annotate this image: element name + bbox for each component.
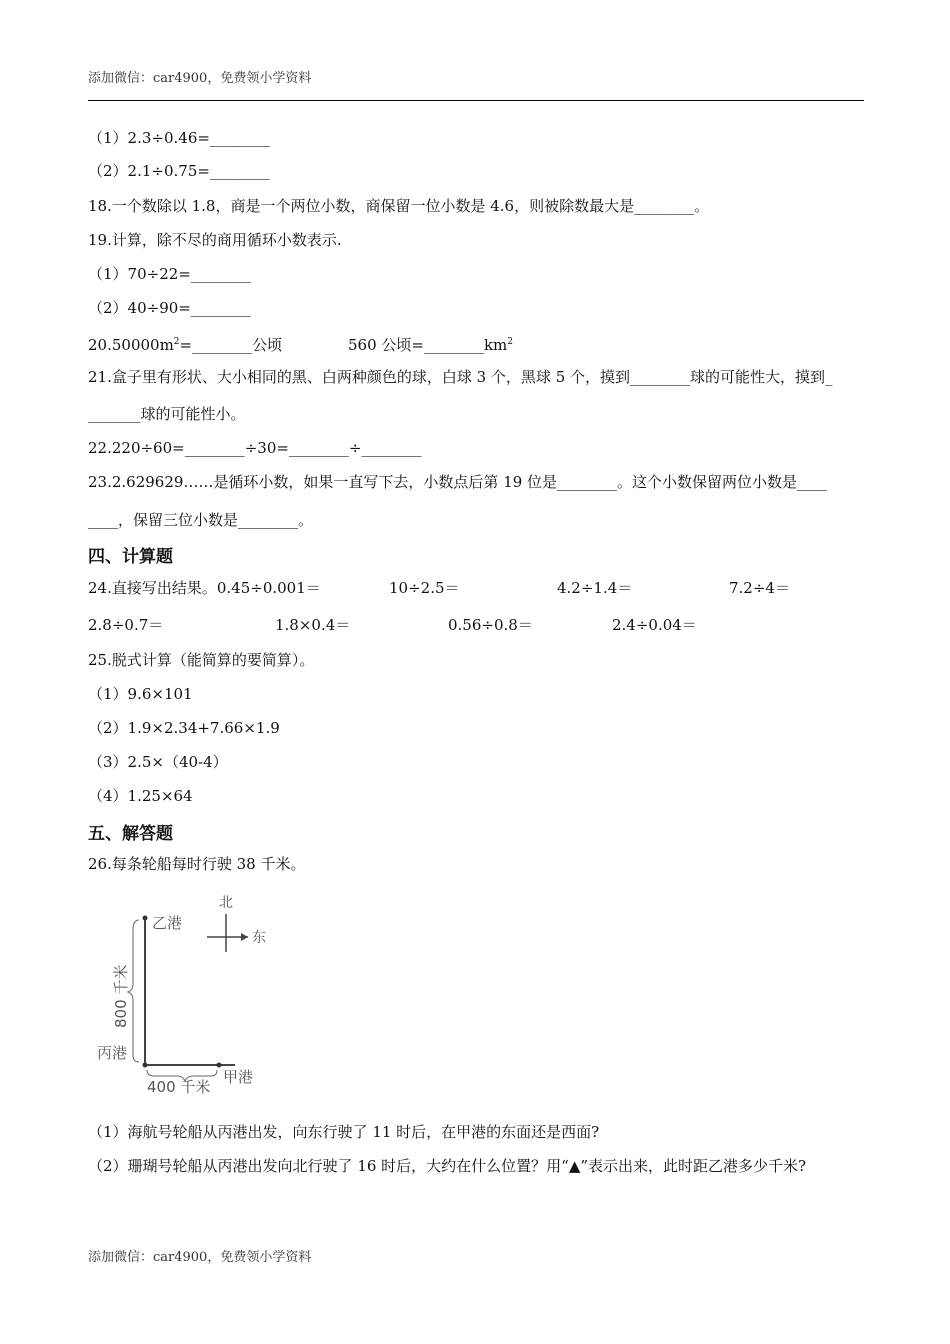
- q24-item: 1.8×0.4＝: [275, 616, 351, 634]
- q19-part2: （2）40÷90=________: [88, 299, 251, 317]
- q25-stem: 25.脱式计算（能简算的要简算）。: [88, 651, 315, 669]
- q24-stem: 24.直接写出结果。0.45÷0.001＝: [88, 579, 321, 597]
- port-map-figure: [95, 890, 275, 1100]
- q20-b: [348, 332, 513, 355]
- q21-line2: _______球的可能性小。: [88, 405, 246, 423]
- q26-stem: 26.每条轮船每时行驶 38 千米。: [88, 855, 306, 873]
- port-b-label: 乙港: [152, 914, 183, 932]
- q26-part2: （2）珊瑚号轮船从丙港出发向北行驶了 16 时后，大约在什么位置？用“▲”表示出来，此时距乙港多少千米?: [88, 1157, 807, 1175]
- q21-line1: 21.盒子里有形状、大小相同的黑、白两种颜色的球，白球 3 个，黑球 5 个，摸到________球的可能性大，摸到_: [88, 368, 833, 386]
- page-footer: 添加微信：car4900，免费领小学资料: [88, 1250, 312, 1265]
- q20-a-sup: 2: [173, 337, 180, 347]
- q17-part2: （2）2.1÷0.75=________: [88, 162, 270, 180]
- port-a-label: 甲港: [223, 1068, 254, 1086]
- q19-part1: （1）70÷22=________: [88, 265, 251, 283]
- q20-a-pre: 20.50000m: [88, 336, 174, 354]
- q22: 22.220÷60=________÷30=________÷________: [88, 439, 422, 457]
- east-arrow-head-icon: [241, 933, 248, 941]
- header-rule: [88, 100, 864, 101]
- q23-line2: ____，保留三位小数是________。: [88, 511, 314, 529]
- q25-part2: （2）1.9×2.34+7.66×1.9: [88, 719, 280, 737]
- q20-a-post: =________公顷: [179, 336, 283, 354]
- q20-b-pre: 560 公顷=________km: [348, 336, 508, 354]
- q24-item: 10÷2.5＝: [389, 579, 460, 597]
- port-c-dot: [143, 1063, 148, 1068]
- horizontal-distance-label: 400 千米: [147, 1078, 211, 1096]
- north-label: 北: [219, 895, 233, 911]
- port-a-dot: [217, 1063, 222, 1068]
- q24-item: 4.2÷1.4＝: [557, 579, 633, 597]
- port-b-dot: [143, 916, 148, 921]
- q25-part3: （3）2.5×（40-4）: [88, 753, 228, 771]
- q25-part4: （4）1.25×64: [88, 787, 193, 805]
- q19-stem: 19.计算，除不尽的商用循环小数表示.: [88, 231, 342, 249]
- q24-item: 2.8÷0.7＝: [88, 616, 164, 634]
- east-label: 东: [252, 930, 266, 946]
- q26-part1: （1）海航号轮船从丙港出发，向东行驶了 11 时后，在甲港的东面还是西面?: [88, 1123, 600, 1141]
- q18: 18.一个数除以 1.8，商是一个两位小数，商保留一位小数是 4.6，则被除数最大是________。: [88, 197, 710, 215]
- port-c-label: 丙港: [97, 1044, 128, 1062]
- section-5-heading: 五、解答题: [88, 824, 173, 844]
- q20-a: [88, 332, 282, 355]
- q20-b-sup: 2: [507, 337, 514, 347]
- q24-item: 2.4÷0.04＝: [612, 616, 697, 634]
- q17-part1: （1）2.3÷0.46=________: [88, 129, 270, 147]
- q25-part1: （1）9.6×101: [88, 685, 193, 703]
- section-4-heading: 四、计算题: [88, 547, 173, 567]
- page-header: 添加微信：car4900，免费领小学资料: [88, 71, 312, 86]
- vertical-distance-label: 800 千米: [112, 964, 130, 1028]
- q24-item: 0.56÷0.8＝: [448, 616, 533, 634]
- q24-item: 7.2÷4＝: [729, 579, 790, 597]
- q23-line1: 23.2.629629……是循环小数，如果一直写下去，小数点后第 19 位是________。这个小数保留两位小数是____: [88, 473, 828, 491]
